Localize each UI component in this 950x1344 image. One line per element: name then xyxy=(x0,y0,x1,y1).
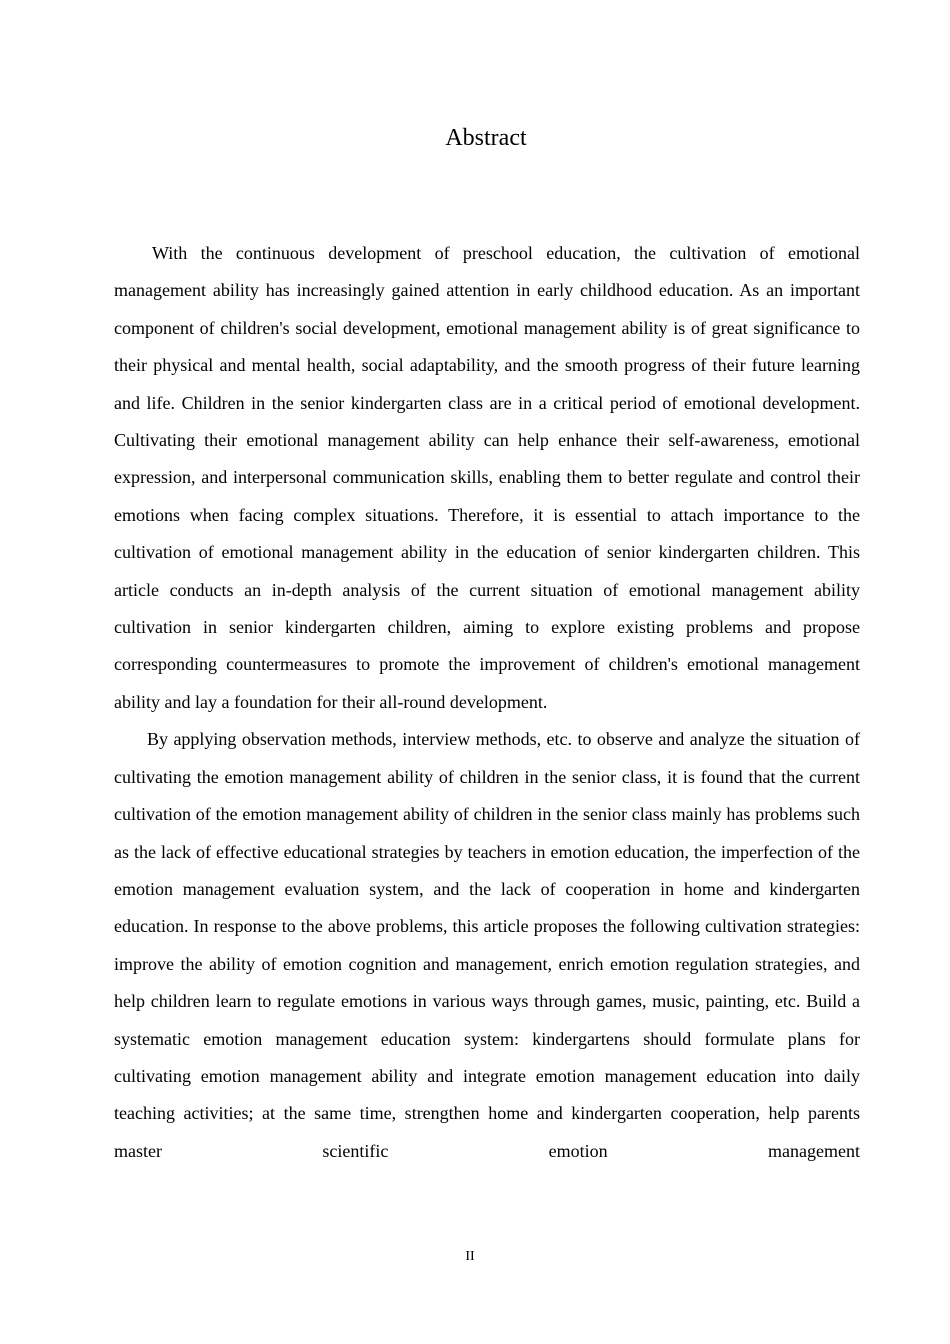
abstract-paragraph-2: By applying observation methods, interview methods, etc. to observe and analyze the situation of cultivating the emotion management ability of children in the senior class, it is found that the current cultivation of the emotion management ability of children in the senior class mainly has problems such as the lack of effective educational strategies by teachers in emotion education, the imperfection of the emotion management evaluation system, and the lack of cooperation in home and kindergarten education. In response to the above problems, this article proposes the following cultivation strategies: improve the ability of emotion cognition and management, enrich emotion regulation strategies, and help children learn to regulate emotions in various ways through games, music, painting, etc. Build a systematic emotion management education system: kindergartens should formulate plans for cultivating emotion management ability and integrate emotion management education into daily teaching activities; at the same time, strengthen home and kindergarten cooperation, help parents master scientific emotion management xyxy=(114,729,860,1161)
page-number: II xyxy=(465,1249,475,1264)
abstract-body xyxy=(114,235,860,1170)
abstract-paragraph-1: With the continuous development of preschool education, the cultivation of emotional management ability has increasingly gained attention in early childhood education. As an important component of children's social development, emotional management ability is of great significance to their physical and mental health, social adaptability, and the smooth progress of their future learning and life. Children in the senior kindergarten class are in a critical period of emotional development. Cultivating their emotional management ability can help enhance their self-awareness, emotional expression, and interpersonal communication skills, enabling them to better regulate and control their emotions when facing complex situations. Therefore, it is essential to attach importance to the cultivation of emotional management ability in the education of senior kindergarten children. This article conducts an in-depth analysis of the current situation of emotional management ability cultivation in senior kindergarten children, aiming to explore existing problems and propose corresponding countermeasures to promote the improvement of children's emotional management ability and lay a foundation for their all-round development. xyxy=(114,243,860,712)
page-title: Abstract xyxy=(445,125,527,151)
